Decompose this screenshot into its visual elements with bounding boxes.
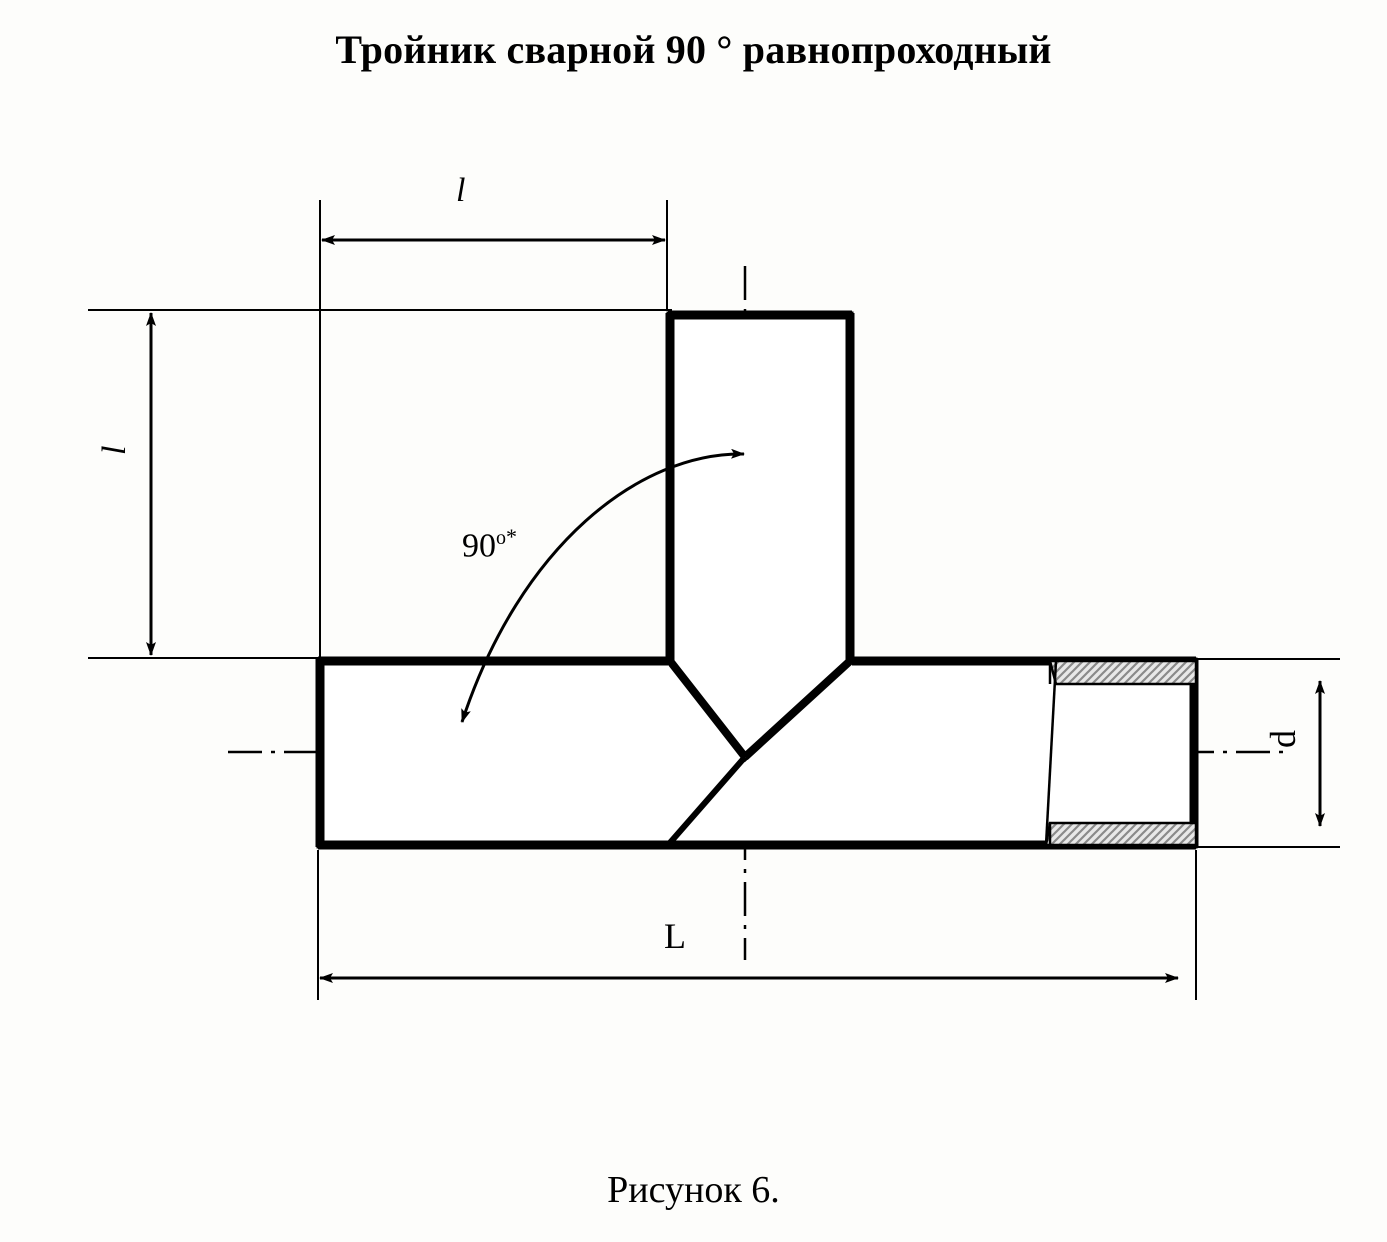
label-angle: [462, 524, 517, 565]
hatch-lower-wall: [1046, 823, 1196, 845]
label-diameter: d: [1263, 730, 1303, 748]
page-title: Тройник сварной 90 ° равнопроходный: [335, 27, 1052, 72]
angle-value: 90: [462, 527, 496, 565]
label-total-length: L: [664, 916, 686, 956]
figure-caption: Рисунок 6.: [607, 1169, 780, 1211]
angle-note-mark: *: [506, 524, 517, 549]
label-branch-height: l: [96, 445, 133, 455]
angle-degree-symbol: o: [496, 527, 506, 549]
label-branch-length: l: [456, 172, 466, 209]
hatch-upper-wall: [1050, 661, 1196, 684]
